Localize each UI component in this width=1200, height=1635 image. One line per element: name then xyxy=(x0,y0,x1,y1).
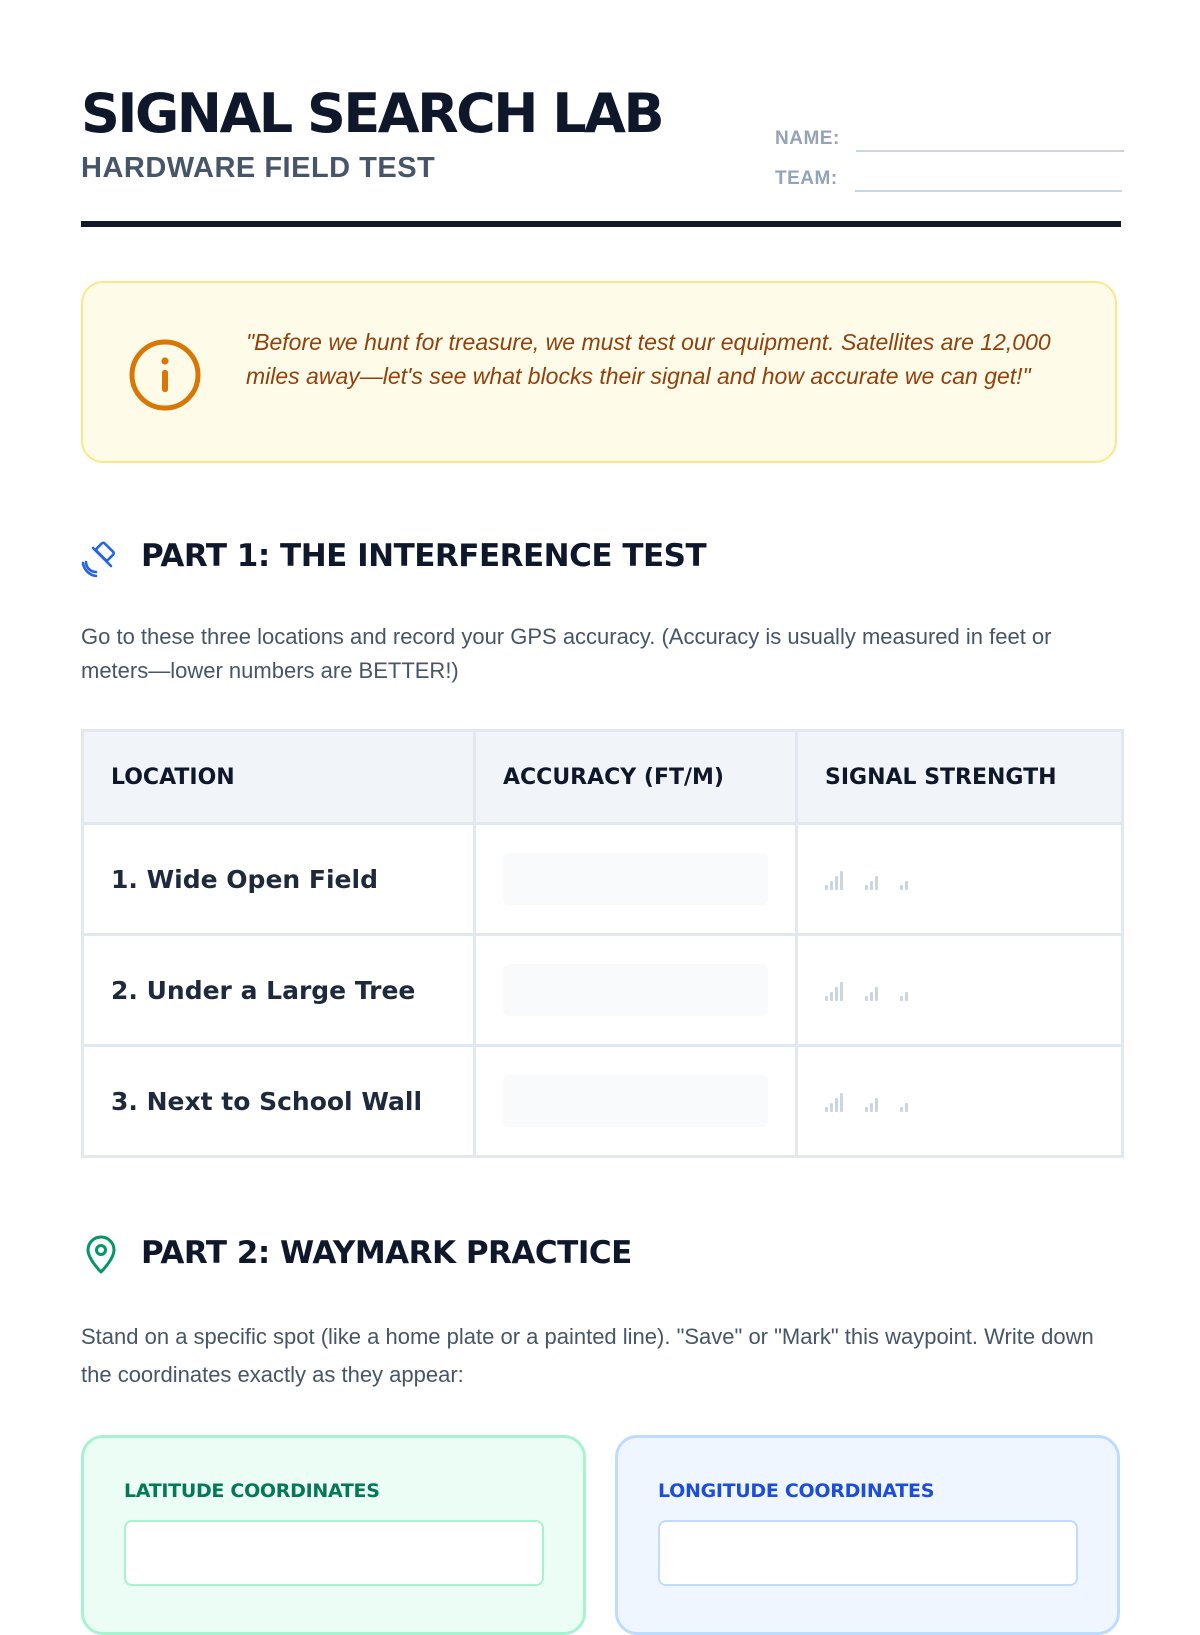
longitude-card xyxy=(615,1435,1120,1635)
signal-weak-icon[interactable] xyxy=(900,992,908,1001)
longitude-input[interactable] xyxy=(658,1520,1078,1586)
signal-strong-icon[interactable] xyxy=(825,871,843,890)
latitude-card xyxy=(81,1435,586,1635)
intro-callout xyxy=(81,281,1117,463)
satellite-icon xyxy=(81,538,121,578)
callout-text: "Before we hunt for treasure, we must test our equipment. Satellites are 12,000 miles away—let's see what blocks their signal and how accurate we can get!" xyxy=(246,329,1051,389)
column-header-location: LOCATION xyxy=(83,731,475,824)
table-row xyxy=(83,935,1123,1046)
signal-weak-icon[interactable] xyxy=(900,1103,908,1112)
accuracy-cell xyxy=(475,935,797,1046)
name-field[interactable] xyxy=(856,150,1124,152)
accuracy-input[interactable] xyxy=(503,964,768,1016)
team-label: TEAM: xyxy=(775,168,838,189)
signal-cell xyxy=(797,935,1123,1046)
table-row xyxy=(83,824,1123,935)
signal-strong-icon[interactable] xyxy=(825,1093,843,1112)
name-label: NAME: xyxy=(775,128,840,149)
header-divider xyxy=(81,221,1121,227)
latitude-label: LATITUDE COORDINATES xyxy=(124,1480,380,1502)
signal-medium-icon[interactable] xyxy=(865,987,878,1001)
signal-cell xyxy=(797,1046,1123,1157)
info-icon xyxy=(127,337,203,413)
team-field[interactable] xyxy=(855,190,1122,192)
longitude-label: LONGITUDE COORDINATES xyxy=(658,1480,935,1502)
location-cell: 2. Under a Large Tree xyxy=(83,935,475,1046)
interference-table xyxy=(81,729,1121,1158)
signal-medium-icon[interactable] xyxy=(865,1098,878,1112)
signal-cell xyxy=(797,824,1123,935)
latitude-input[interactable] xyxy=(124,1520,544,1586)
column-header-signal: SIGNAL STRENGTH xyxy=(797,731,1123,824)
accuracy-cell xyxy=(475,1046,797,1157)
part2-description: Stand on a specific spot (like a home plate or a painted line). "Save" or "Mark" this waypoint. Write down the coordinates exactly as they appear: xyxy=(81,1324,1094,1387)
column-header-accuracy: ACCURACY (FT/M) xyxy=(475,731,797,824)
part1-title: PART 1: THE INTERFERENCE TEST xyxy=(141,538,707,574)
accuracy-input[interactable] xyxy=(503,853,768,905)
location-cell: 1. Wide Open Field xyxy=(83,824,475,935)
signal-strong-icon[interactable] xyxy=(825,982,843,1001)
table-row xyxy=(83,1046,1123,1157)
page-subtitle: HARDWARE FIELD TEST xyxy=(81,152,436,184)
signal-medium-icon[interactable] xyxy=(865,876,878,890)
map-pin-icon xyxy=(81,1235,121,1275)
signal-weak-icon[interactable] xyxy=(900,881,908,890)
part1-description: Go to these three locations and record your GPS accuracy. (Accuracy is usually measured in feet or meters—lower numbers are BETTER!) xyxy=(81,624,1052,683)
location-cell: 3. Next to School Wall xyxy=(83,1046,475,1157)
table-header-row xyxy=(83,731,1123,824)
accuracy-input[interactable] xyxy=(503,1075,768,1127)
accuracy-cell xyxy=(475,824,797,935)
page-title: SIGNAL SEARCH LAB xyxy=(81,82,663,145)
part2-title: PART 2: WAYMARK PRACTICE xyxy=(141,1235,632,1271)
